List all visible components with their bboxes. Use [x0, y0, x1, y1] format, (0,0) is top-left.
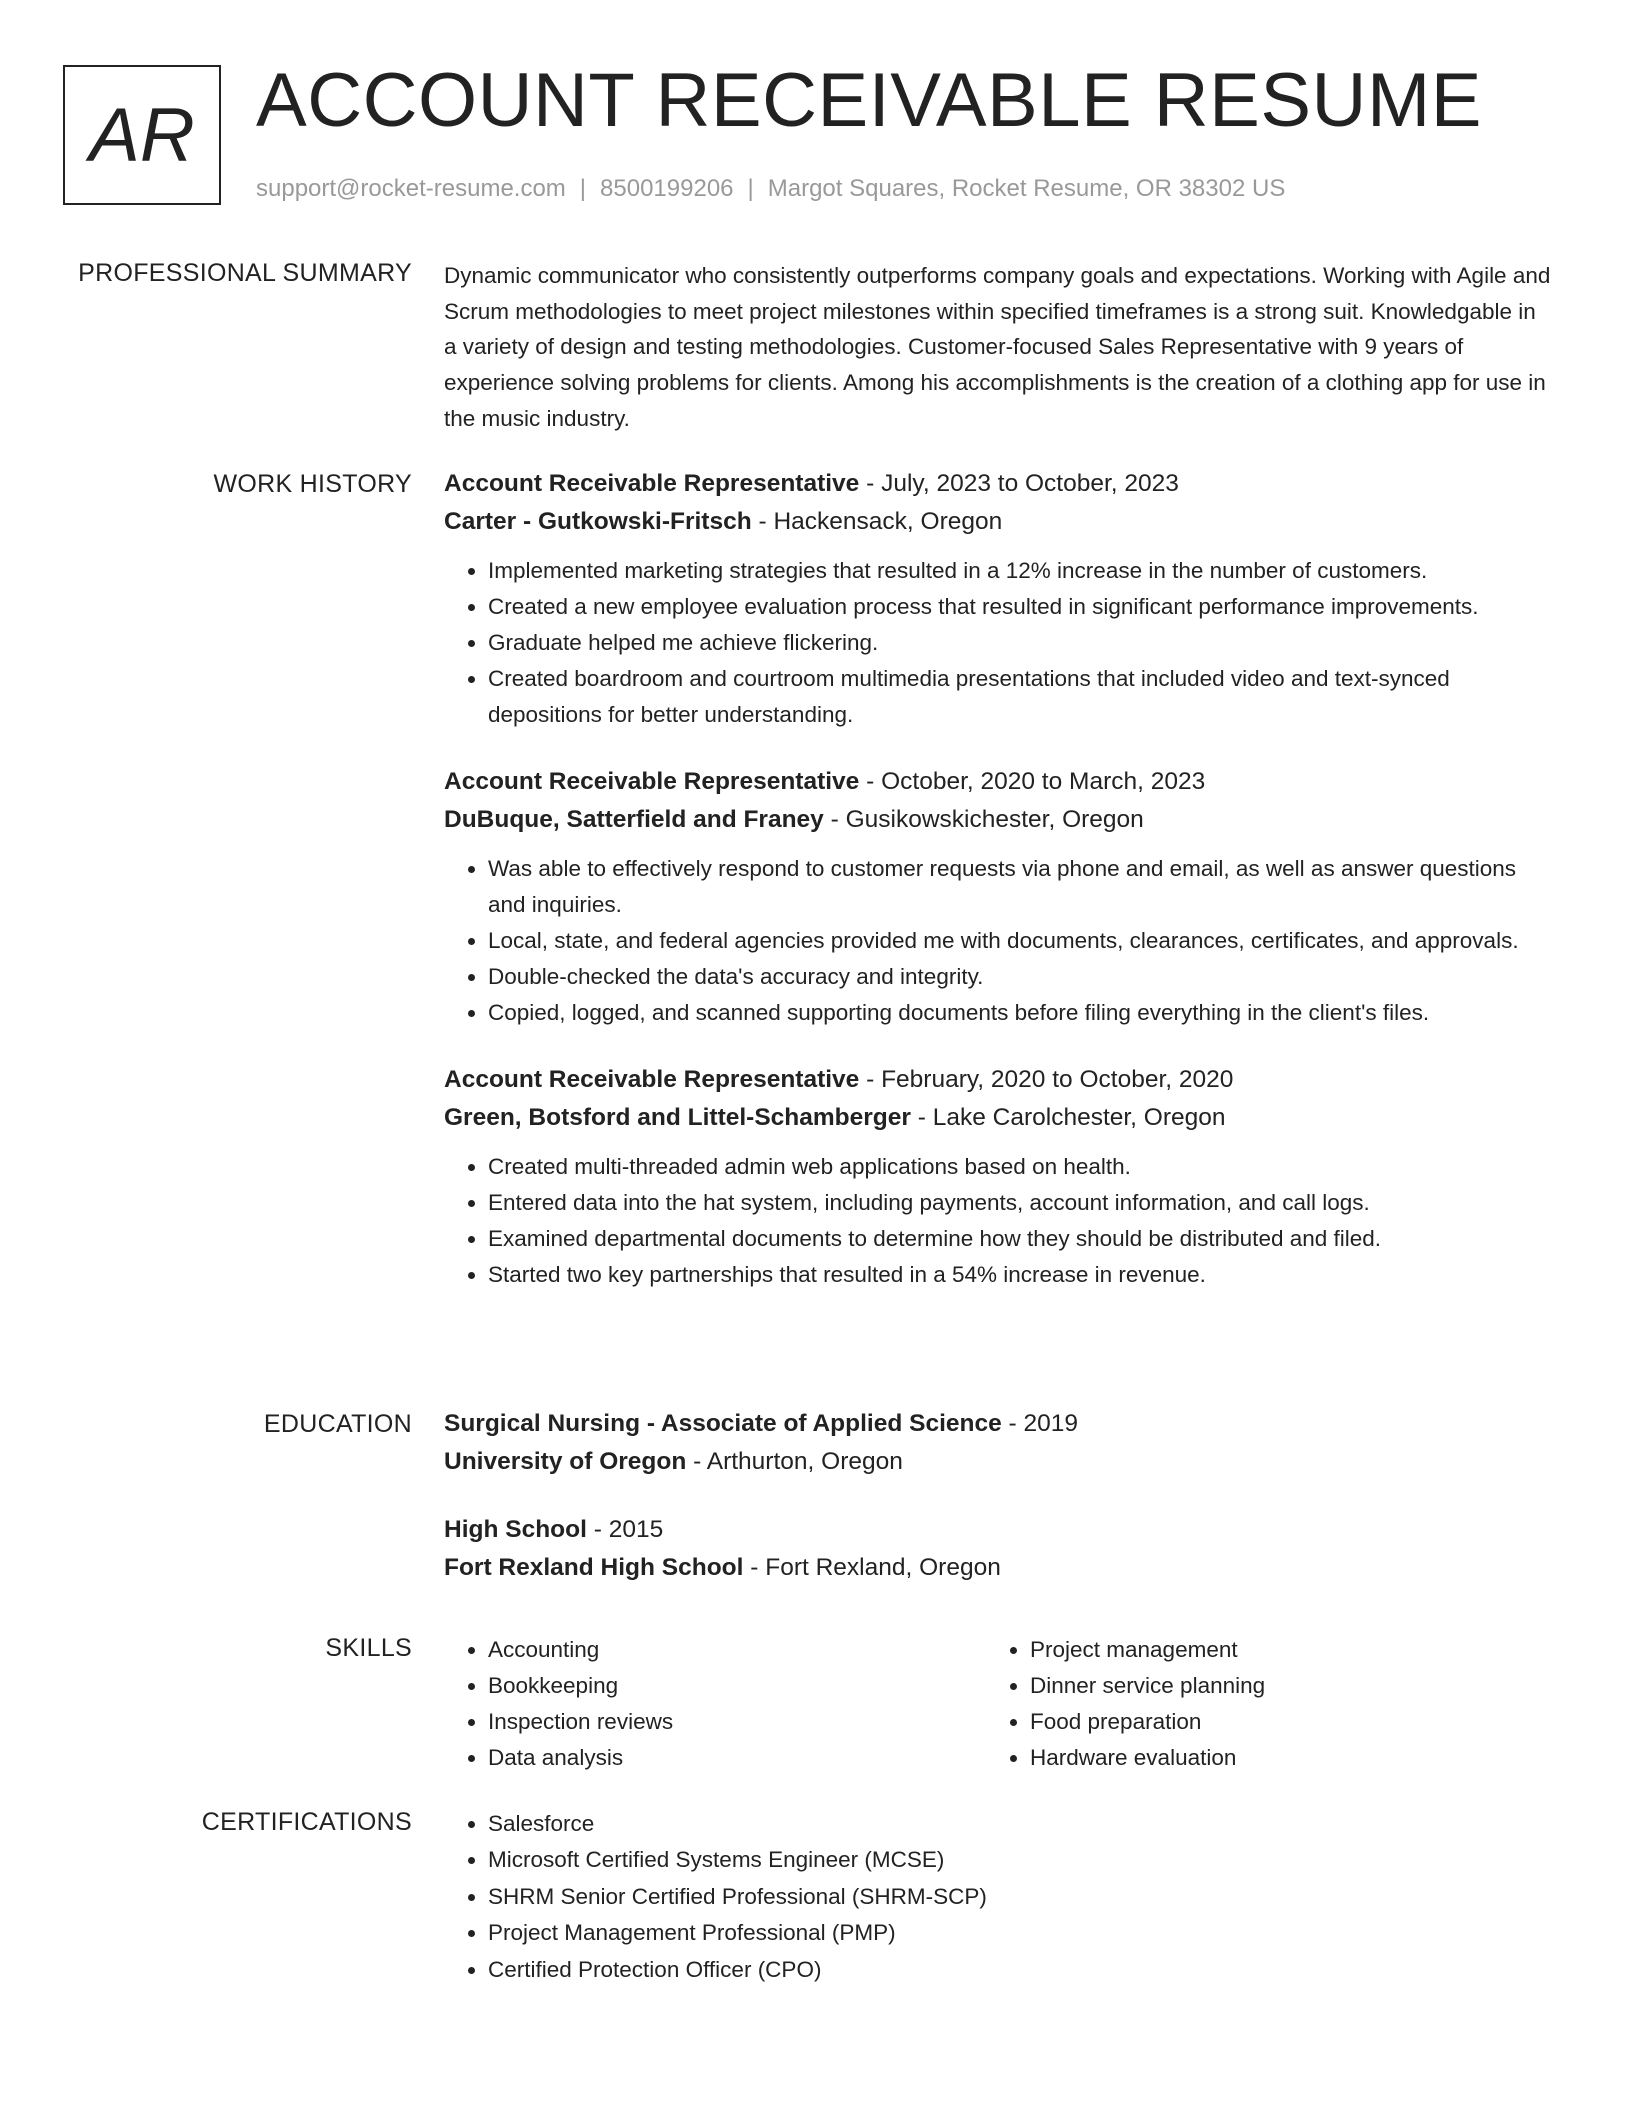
skill-item: • Food preparation — [1030, 1704, 1530, 1740]
monogram-badge: AR — [63, 65, 221, 205]
skill-item: • Dinner service planning — [1030, 1668, 1530, 1704]
certification-item: • Microsoft Certified Systems Engineer (MCSE) — [488, 1842, 1554, 1878]
skills-column-2 — [988, 1632, 1530, 1776]
skill-item: • Accounting — [488, 1632, 988, 1668]
job-company: Carter - Gutkowski-Fritsch — [444, 508, 752, 535]
section-label-education: EDUCATION — [263, 1410, 412, 1438]
section-label-certifications: CERTIFICATIONS — [201, 1808, 412, 1836]
education-school: University of Oregon — [444, 1448, 687, 1475]
skills-column-1 — [444, 1632, 988, 1776]
job-dates: - July, 2023 to October, 2023 — [859, 470, 1179, 497]
job-dates: - October, 2020 to March, 2023 — [859, 768, 1206, 795]
skill-item: • Inspection reviews — [488, 1704, 988, 1740]
list-item: • Double-checked the data's accuracy and integrity. — [488, 959, 1554, 995]
list-item: • Created a new employee evaluation process that resulted in significant performance improvements. — [488, 589, 1554, 625]
job-bullets — [444, 553, 1554, 733]
section-label-skills: SKILLS — [325, 1634, 412, 1662]
job-entry — [444, 465, 1554, 733]
skills-columns — [444, 1632, 1554, 1776]
list-item: • Started two key partnerships that resulted in a 54% increase in revenue. — [488, 1257, 1554, 1293]
job-company: Green, Botsford and Littel-Schamberger — [444, 1104, 911, 1131]
job-location: - Hackensack, Oregon — [751, 508, 1003, 535]
contact-phone[interactable]: 8500199206 — [600, 175, 734, 202]
certifications-list — [444, 1806, 1554, 1988]
list-item: • Examined departmental documents to determine how they should be distributed and filed. — [488, 1221, 1554, 1257]
list-item: • Created boardroom and courtroom multimedia presentations that included video and text-synced depositions for better understanding. — [488, 661, 1554, 733]
contact-address: Margot Squares, Rocket Resume, OR 38302 US — [767, 175, 1286, 202]
education-year: - 2015 — [586, 1516, 664, 1543]
skill-item: • Project management — [1030, 1632, 1530, 1668]
list-item: • Copied, logged, and scanned supporting documents before filing everything in the client's files. — [488, 995, 1554, 1031]
contact-email[interactable]: support@rocket-resume.com — [256, 175, 566, 202]
job-title: Account Receivable Representative — [444, 470, 860, 497]
education-school: Fort Rexland High School — [444, 1554, 744, 1581]
skill-item: • Bookkeeping — [488, 1668, 988, 1704]
contact-separator: | — [747, 175, 754, 202]
job-company: DuBuque, Satterfield and Franey — [444, 806, 824, 833]
job-entry — [444, 763, 1554, 1031]
list-item: • Entered data into the hat system, including payments, account information, and call logs. — [488, 1185, 1554, 1221]
skill-item: • Data analysis — [488, 1740, 988, 1776]
job-bullets — [444, 1149, 1554, 1293]
contact-line — [256, 174, 1285, 204]
list-item: • Created multi-threaded admin web applications based on health. — [488, 1149, 1554, 1185]
job-location: - Lake Carolchester, Oregon — [910, 1104, 1226, 1131]
job-entry — [444, 1061, 1554, 1293]
contact-separator: | — [579, 175, 587, 202]
list-item: • Local, state, and federal agencies provided me with documents, clearances, certificates, and approvals. — [488, 923, 1554, 959]
education-entry — [444, 1511, 1554, 1587]
job-title: Account Receivable Representative — [444, 768, 860, 795]
certification-item: • Salesforce — [488, 1806, 1554, 1842]
certification-item: • SHRM Senior Certified Professional (SHRM-SCP) — [488, 1879, 1554, 1915]
education-location: - Fort Rexland, Oregon — [743, 1554, 1001, 1581]
list-item: • Graduate helped me achieve flickering. — [488, 625, 1554, 661]
list-item: • Was able to effectively respond to customer requests via phone and email, as well as answer questions and inquiries. — [488, 851, 1554, 923]
job-location: - Gusikowskichester, Oregon — [823, 806, 1144, 833]
education-degree: Surgical Nursing - Associate of Applied Science — [444, 1410, 1002, 1437]
job-title: Account Receivable Representative — [444, 1066, 860, 1093]
section-label-summary: PROFESSIONAL SUMMARY — [78, 259, 412, 287]
certification-item: • Project Management Professional (PMP) — [488, 1915, 1554, 1951]
skill-item: • Hardware evaluation — [1030, 1740, 1530, 1776]
summary-text: Dynamic communicator who consistently outperforms company goals and expectations. Working with Agile and Scrum methodologies to meet project milestones within specified timeframes is a strong suit. Knowledgable in a variety of design and testing methodologies. Customer-focused Sales Representative with 9 years of experience solving problems for clients. Among his accomplishments is the creation of a clothing app for use in the music industry. — [444, 263, 1551, 431]
certification-item: • Certified Protection Officer (CPO) — [488, 1952, 1554, 1988]
education-degree: High School — [444, 1516, 587, 1543]
education-year: - 2019 — [1001, 1410, 1079, 1437]
job-bullets — [444, 851, 1554, 1031]
list-item: • Implemented marketing strategies that resulted in a 12% increase in the number of customers. — [488, 553, 1554, 589]
job-dates: - February, 2020 to October, 2020 — [859, 1066, 1234, 1093]
education-location: - Arthurton, Oregon — [686, 1448, 903, 1475]
education-entry — [444, 1405, 1554, 1481]
section-label-work: WORK HISTORY — [213, 470, 412, 498]
resume-title: ACCOUNT RECEIVABLE RESUME — [256, 58, 1482, 143]
